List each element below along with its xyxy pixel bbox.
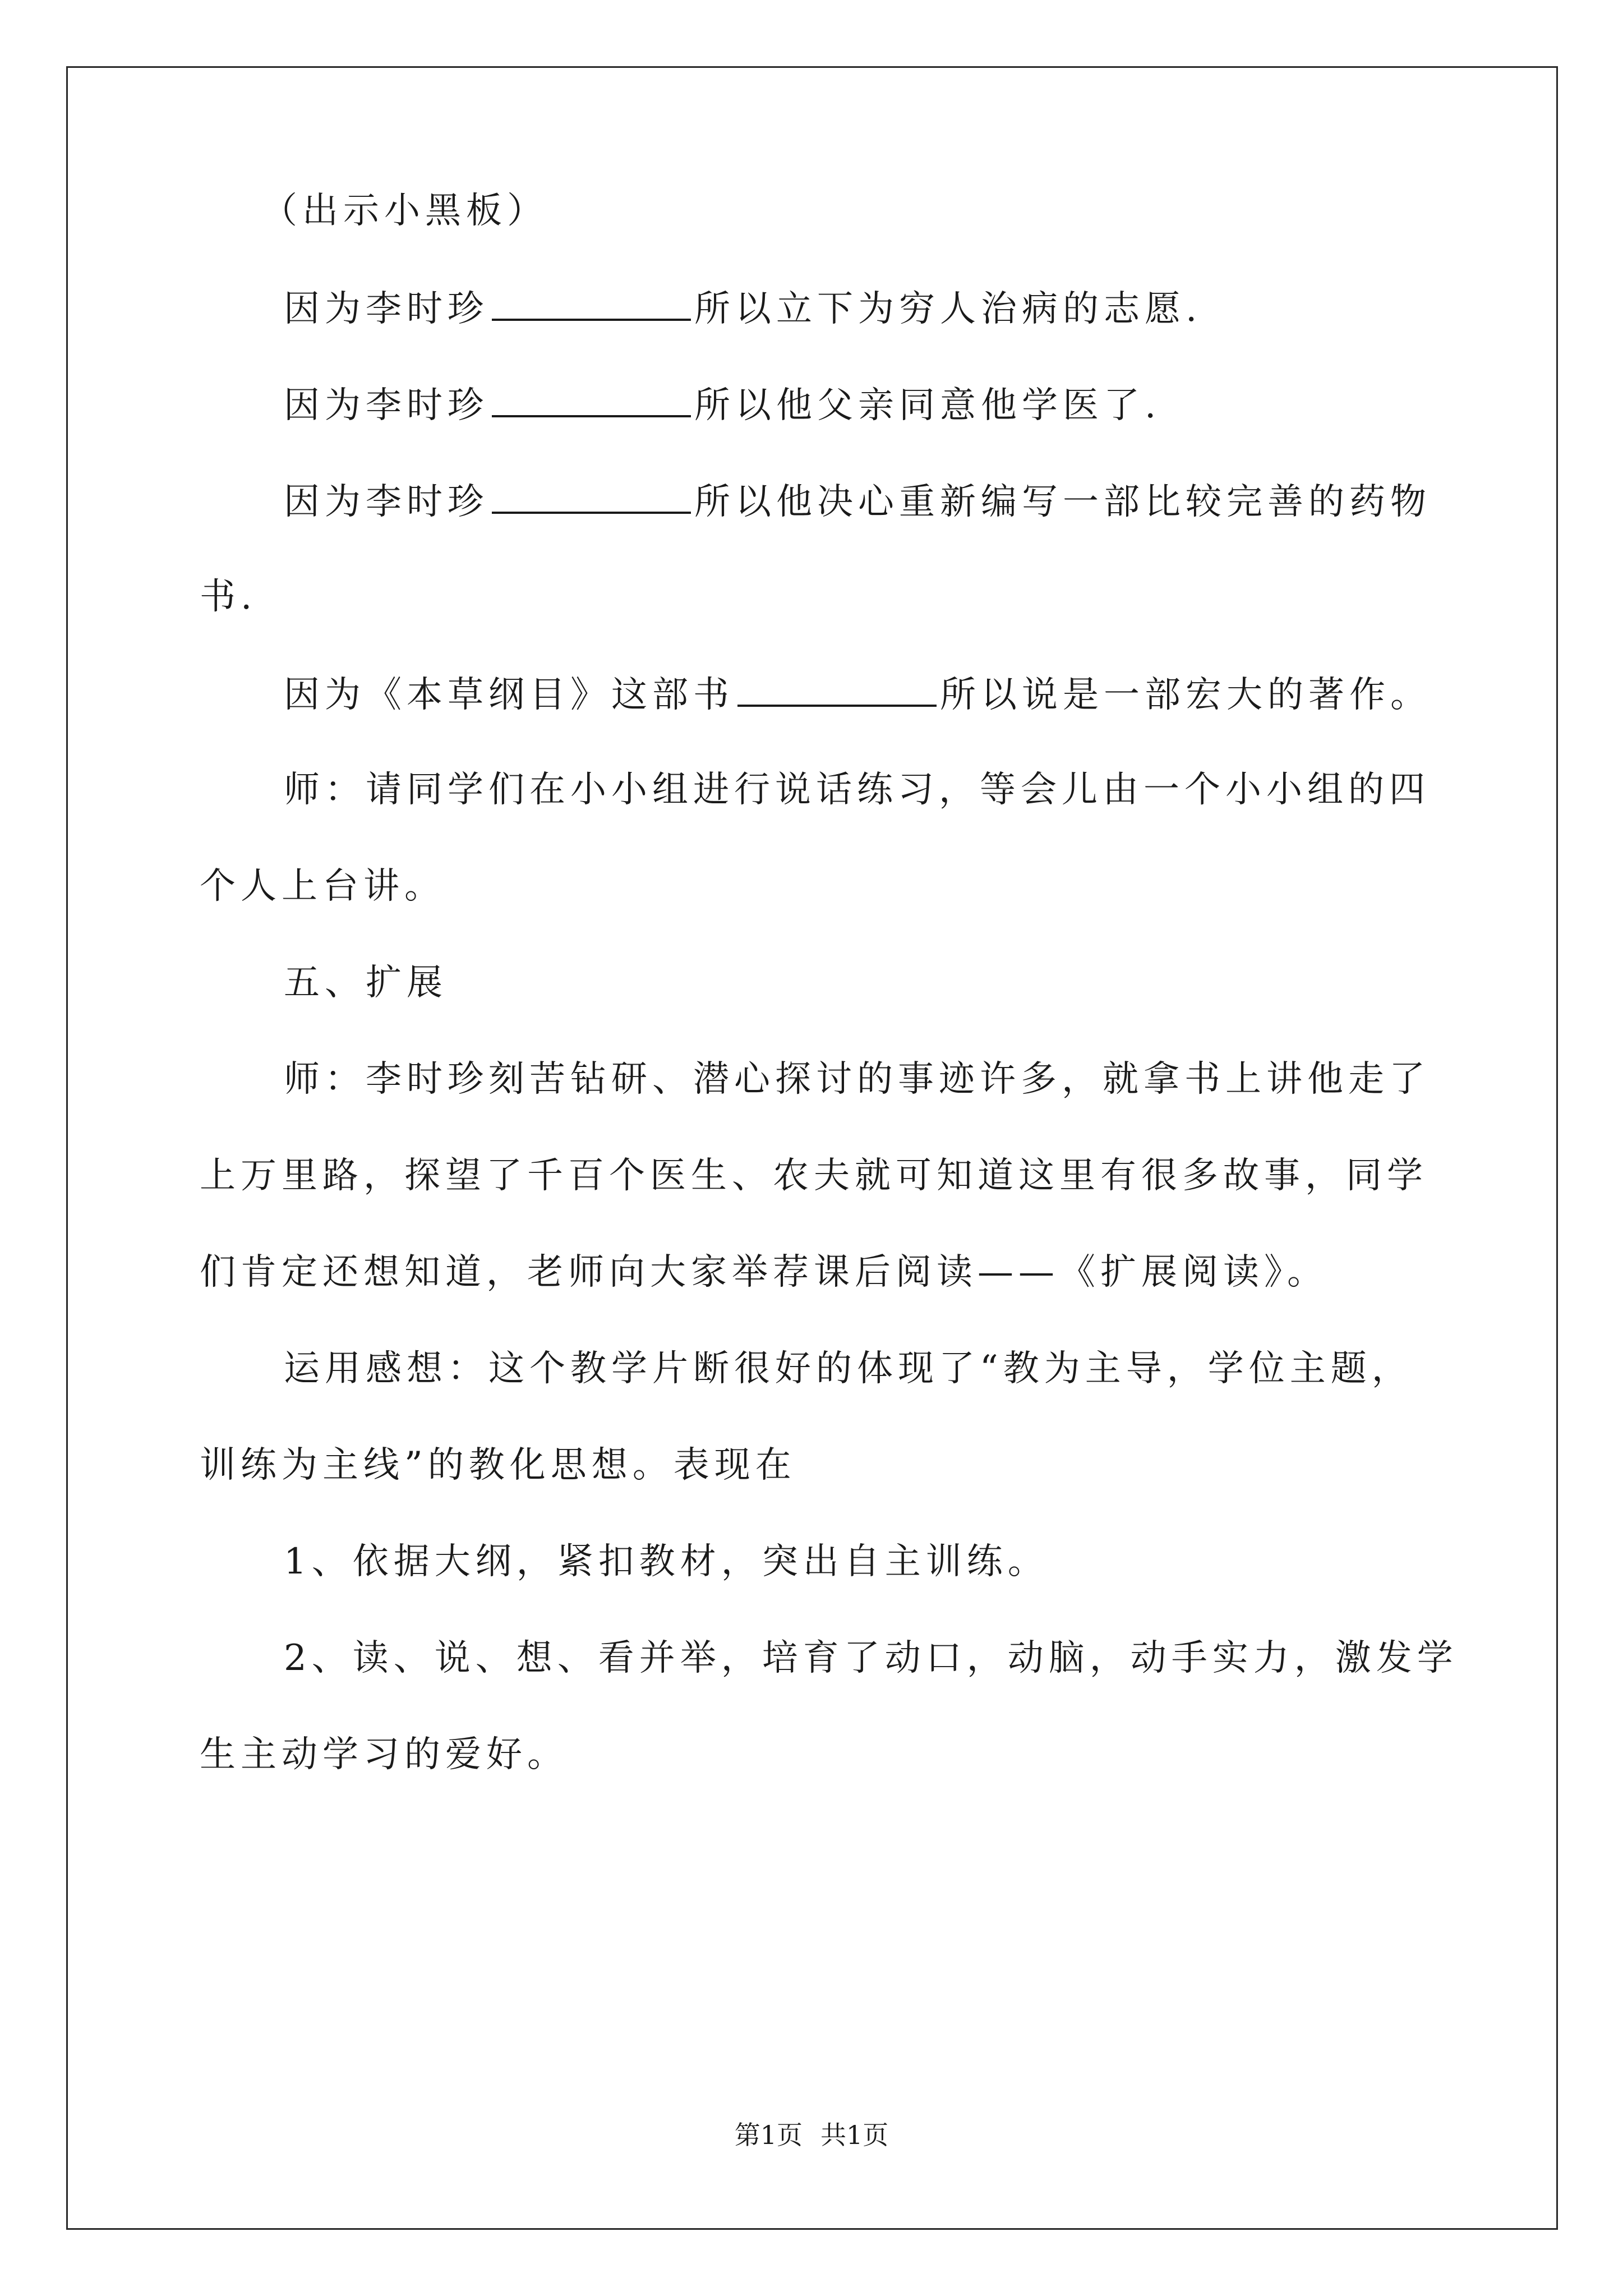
paragraph-fill-2: 因为李时珍 所以他父亲同意他学医了. xyxy=(200,378,1161,431)
paragraph-reflection: 运用感想：这个教学片断很好的体现了“教为主导，学位主题， xyxy=(284,1348,1413,1389)
fill-blank xyxy=(492,282,691,321)
paragraph-teacher-extension-cont2: 们肯定还想知道，老师向大家举荐课后阅读——《扩展阅读》。 xyxy=(200,1251,1328,1293)
page-footer xyxy=(0,2115,1623,2152)
paragraph-teacher-instruction-cont: 个人上台讲。 xyxy=(200,866,445,907)
paragraph-show-board: （出示小黑板） xyxy=(261,190,548,232)
paragraph-fill-4: 因为《本草纲目》这部书 所以说是一部宏大的著作。 xyxy=(200,668,1431,721)
page-number: 第1页 xyxy=(734,2120,803,2150)
paragraph-fill-3-cont: 书. xyxy=(200,576,257,618)
list-item-1: 1、依据大纲，紧扣教材，突出自主训练。 xyxy=(284,1541,1049,1582)
list-item-2-cont: 生主动学习的爱好。 xyxy=(200,1734,568,1775)
section-heading-extension: 五、扩展 xyxy=(284,962,448,1004)
fill-blank xyxy=(492,475,691,514)
fill-blank xyxy=(737,668,937,707)
paragraph-reflection-cont: 训练为主线”的教化思想。表现在 xyxy=(200,1444,796,1486)
fill-blank xyxy=(492,378,691,417)
paragraph-fill-3: 因为李时珍 所以他决心重新编写一部比较完善的药物 xyxy=(200,475,1431,528)
page-total: 共1页 xyxy=(820,2120,889,2150)
paragraph-teacher-extension-cont1: 上万里路，探望了千百个医生、农夫就可知道这里有很多故事，同学 xyxy=(200,1155,1428,1197)
paragraph-teacher-extension: 师：李时珍刻苦钻研、潜心探讨的事迹许多，就拿书上讲他走了 xyxy=(284,1059,1430,1100)
paragraph-fill-1: 因为李时珍 所以立下为穷人治病的志愿. xyxy=(200,282,1202,335)
paragraph-teacher-instruction: 师：请同学们在小小组进行说话练习，等会儿由一个小小组的四 xyxy=(284,769,1430,811)
list-item-2: 2、读、说、想、看并举，培育了动口，动脑，动手实力，激发学 xyxy=(284,1637,1458,1679)
